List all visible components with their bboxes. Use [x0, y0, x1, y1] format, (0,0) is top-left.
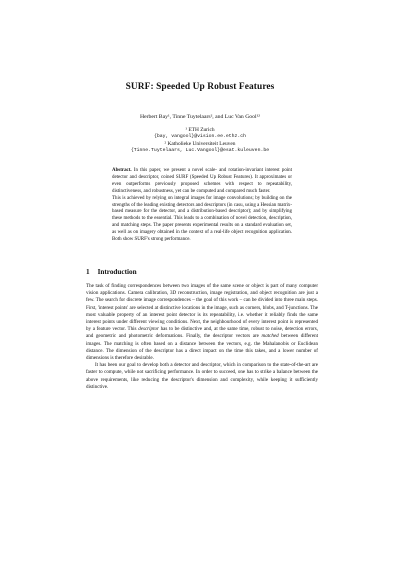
- introduction-body: [86, 283, 318, 391]
- term-matched: matched: [261, 333, 279, 340]
- abstract-label: Abstract.: [112, 168, 132, 173]
- affiliation-leuven: ² Katholieke Universiteit Leuven: [164, 141, 236, 147]
- affiliation-eth-email: {bay, vangool}@vision.ee.ethz.ch: [153, 134, 247, 139]
- paragraph-1: [86, 283, 318, 362]
- section-number: 1: [86, 268, 90, 276]
- paper-title: SURF: Speeded Up Robust Features: [125, 82, 275, 92]
- abstract-block: [112, 168, 292, 244]
- paragraph-1-part-a: The task of finding correspondences between two images of the same scene or object is part of many computer vision applications. Camera calibration, 3D reconstruction, image registration, and object recognition are just a few. The search for discrete image correspondences – the goal of this work – can be divided into three main steps. First, 'interest points' are selected at distinctive locations in the image, such as corners, blobs, and T-junctions. The most valuable property of an interest point detector is its repeatability, i.e. whether it reliably finds the same interest points under different viewing conditions. Next, the neighbourhood of every interest point is represented by a feature vector. This: [86, 283, 318, 333]
- paragraph-1-part-b: has to be distinctive and, at the same time, robust to noise, detection errors, and geometric and photometric deformations. Finally, the descriptor vectors are: [86, 326, 318, 340]
- paragraph-1-part-c: between different images. The matching is often based on a distance between the vectors, e.g. the Mahalanobis or Euclidean distance. The dimension of the descriptor has a direct impact on the time this takes, and a lower number of dimensions is therefore desirable.: [86, 333, 318, 362]
- author-list: Herbert Bay¹, Tinne Tuytelaars², and Luc Van Gool¹²: [140, 114, 260, 120]
- paragraph-2: It has been our goal to develop both a detector and descriptor, which in comparison to the state-of-the-art are faster to compute, while not sacrificing performance. In order to succeed, one has to strike a balance between the above requirements, like reducing the descriptor's dimension and complexity, while keeping it sufficiently distinctive.: [86, 362, 318, 390]
- section-heading: [86, 268, 137, 276]
- section-title: Introduction: [97, 268, 137, 276]
- abstract-text-continued: This is achieved by relying on integral images for image convolutions; by building on the strengths of the leading existing detectors and descriptors (in casu, using a Hessian matrix-based measure for the detector, and a distribution-based descriptor); and by simplifying these methods to the essential. This leads to a combination of novel detection, description, and matching steps. The paper presents experimental results on a standard evaluation set, as well as on imagery obtained in the context of a real-life object recognition application. Both show SURF's strong performance.: [112, 195, 292, 243]
- affiliation-eth: ¹ ETH Zurich: [185, 127, 215, 133]
- affiliation-leuven-email: {Tinne.Tuytelaars, Luc.Vangool}@esat.kuleuven.be: [130, 148, 270, 153]
- term-descriptor: descriptor: [138, 326, 159, 333]
- abstract-text: In this paper, we present a novel scale- and rotation-invariant interest point detector and descriptor, coined SURF (Speeded Up Robust Features). It approximates or even outperforms previously proposed schemes with respect to repeatability, distinctiveness, and robustness, yet can be computed and compared much faster.: [112, 168, 293, 194]
